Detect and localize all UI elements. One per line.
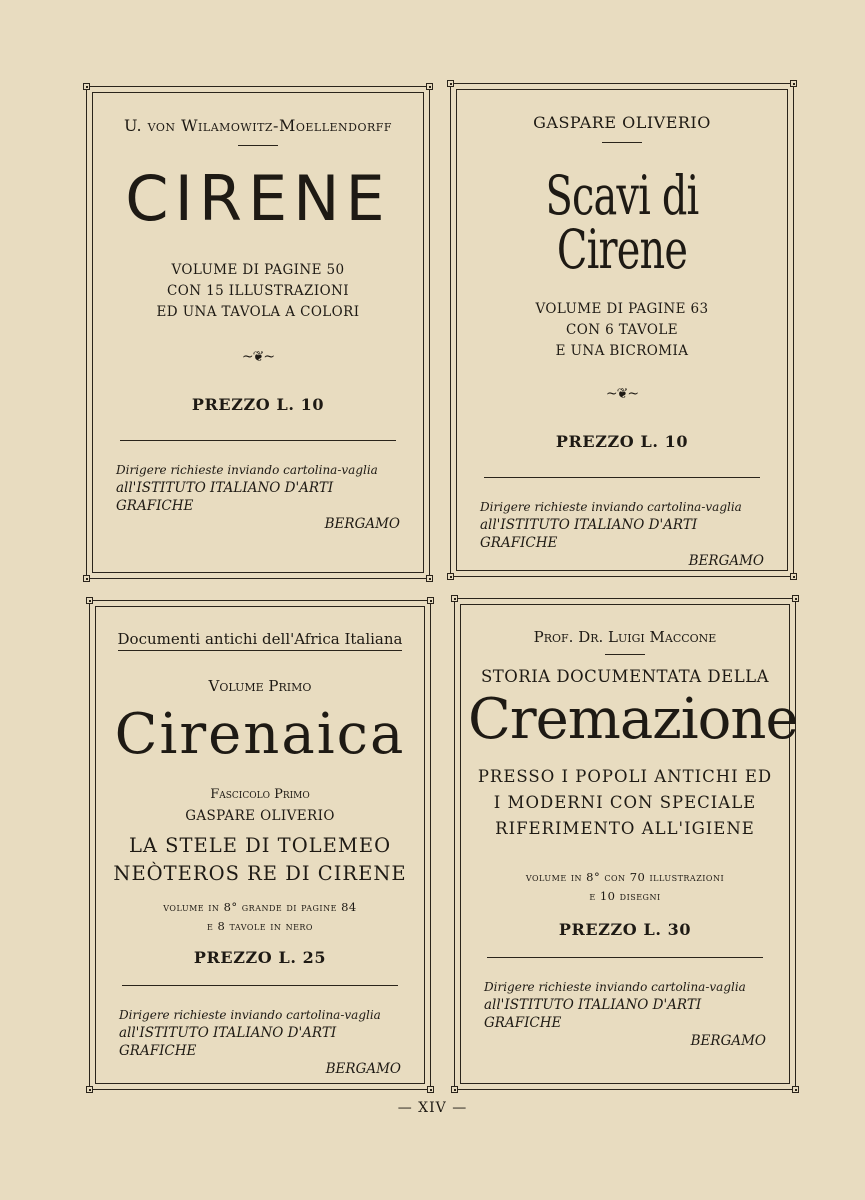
ad-description: VOLUME DI PAGINE 50 CON 15 ILLUSTRAZIONI ED UNA TAVOLA A COLORI bbox=[156, 262, 360, 320]
ad-author: Prof. Dr. Luigi Maccone bbox=[533, 628, 717, 646]
ad-author: GASPARE OLIVERIO bbox=[185, 808, 335, 824]
ad-description: volume in 8° con 70 illustrazioni e 10 disegni bbox=[525, 870, 725, 903]
ad-cirenaica bbox=[89, 600, 431, 1090]
page-number: — XIV — bbox=[397, 1100, 468, 1116]
ornament-icon: ~❦~ bbox=[241, 349, 275, 365]
ad-contact: Dirigere richieste inviando cartolina-vaglia all'ISTITUTO ITALIANO D'ARTI GRAFICHE BERGAMO bbox=[484, 980, 766, 1049]
ornament-icon: ~❦~ bbox=[605, 386, 639, 402]
ad-contact: Dirigere richieste inviando cartolina-vaglia all'ISTITUTO ITALIANO D'ARTI GRAFICHE BERGAMO bbox=[119, 1008, 401, 1077]
divider bbox=[238, 145, 278, 146]
ad-subtitle: PRESSO I POPOLI ANTICHI ED I MODERNI CON SPECIALE RIFERIMENTO ALL'IGIENE bbox=[477, 767, 773, 838]
series-title: Documenti antichi dell'Africa Italiana bbox=[118, 630, 403, 651]
ad-title: Cirenaica bbox=[114, 702, 406, 767]
ad-author: U. von Wilamowitz-Moellendorff bbox=[123, 116, 393, 135]
ad-title: Scavi di Cirene bbox=[545, 164, 699, 281]
ad-price: PREZZO L. 10 bbox=[191, 395, 325, 414]
ad-pretitle: STORIA DOCUMENTATA DELLA bbox=[480, 667, 770, 686]
ad-title: CIRENE bbox=[125, 162, 391, 235]
ad-description: volume in 8° grande di pagine 84 e 8 tavole in nero bbox=[163, 900, 357, 933]
ad-price: PREZZO L. 30 bbox=[558, 920, 692, 939]
ad-price: PREZZO L. 10 bbox=[555, 432, 689, 451]
ad-description: VOLUME DI PAGINE 63 CON 6 TAVOLE E UNA BICROMIA bbox=[535, 301, 709, 359]
ad-title: Cremazione bbox=[468, 687, 798, 752]
fascicolo-label: Fascicolo Primo bbox=[210, 787, 310, 802]
ad-price: PREZZO L. 25 bbox=[193, 948, 327, 967]
divider bbox=[605, 654, 645, 655]
divider bbox=[120, 440, 396, 441]
ad-cirene bbox=[86, 86, 430, 579]
ad-subtitle: LA STELE DI TOLEMEO NEÒTEROS RE DI CIRENE bbox=[113, 834, 407, 885]
ad-cremazione bbox=[454, 598, 796, 1090]
divider bbox=[484, 477, 760, 478]
divider bbox=[487, 957, 763, 958]
ad-scavi-di-cirene bbox=[450, 83, 794, 577]
ad-contact: Dirigere richieste inviando cartolina-vaglia all'ISTITUTO ITALIANO D'ARTI GRAFICHE BERGAMO bbox=[116, 463, 400, 532]
ad-contact: Dirigere richieste inviando cartolina-vaglia all'ISTITUTO ITALIANO D'ARTI GRAFICHE BERGAMO bbox=[480, 500, 764, 569]
divider bbox=[122, 985, 398, 986]
ad-author: GASPARE OLIVERIO bbox=[533, 113, 711, 132]
volume-label: Volume Primo bbox=[208, 677, 312, 695]
